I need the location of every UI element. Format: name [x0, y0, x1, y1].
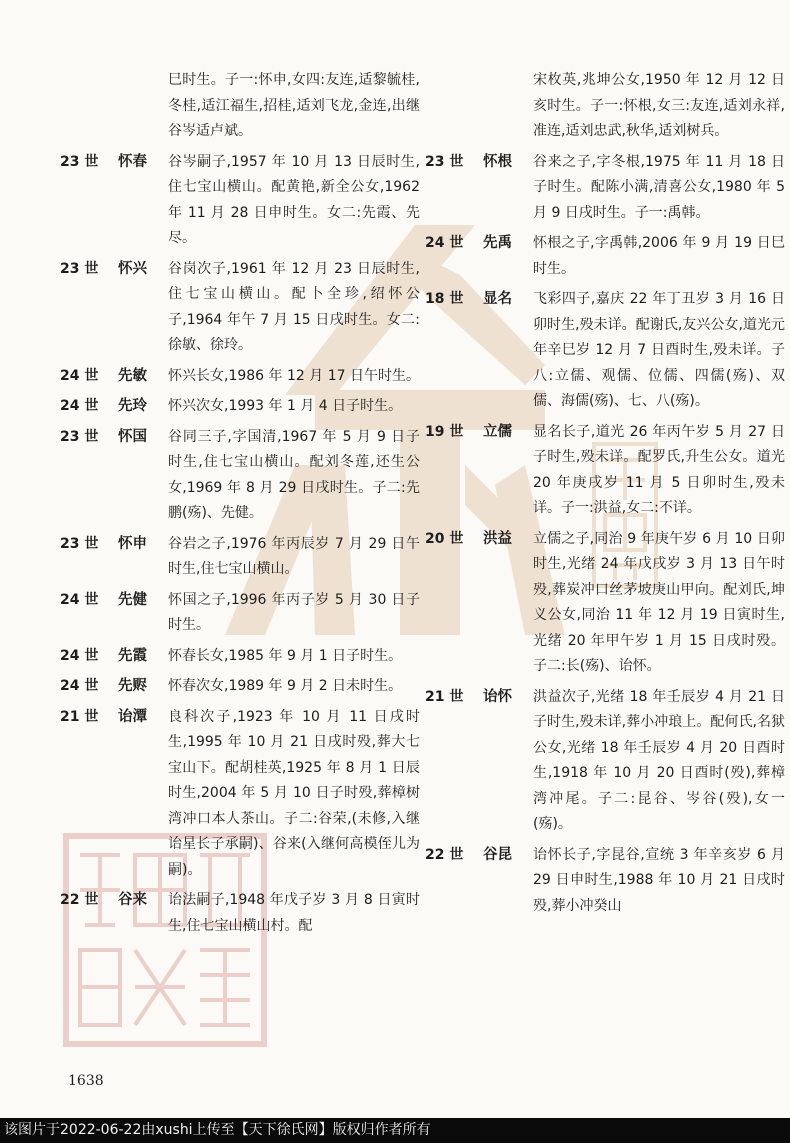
- entry-text: 立儒之子,同治 9 年庚午岁 6 月 10 日卯时生,光绪 24 年戊戌岁 3 月 13 日午时殁,葬炭冲口丝茅坡庚山甲向。配刘氏,坤义公女,同治 11 年 12 月 19 日寅时生,光绪 20 年甲午岁 1 月 15 日戌时殁。子二:长(殇)、诒怀。: [533, 530, 785, 674]
- person-name: 先禹: [483, 235, 512, 251]
- entry-text: 谷同三子,字国清,1967 年 5 月 9 日子时生,住七宝山横山。配刘冬莲,还生公女,1969 年 8 月 29 日戌时生。子二:先鹏(殇)、先健。: [168, 428, 420, 521]
- entry-text: 怀国之子,1996 年丙子岁 5 月 30 日子时生。: [168, 591, 420, 633]
- entry-text: 诒法嗣子,1948 年戊子岁 3 月 8 日寅时生,住七宝山横山村。配: [168, 892, 420, 934]
- genealogy-entry: [425, 150, 785, 227]
- person-name: 先霞: [118, 647, 147, 664]
- entry-text: 怀春长女,1985 年 9 月 1 日子时生。: [168, 647, 403, 664]
- genealogy-entry: [60, 705, 420, 884]
- generation-label: 24 世: [60, 678, 99, 694]
- entry-text: 谷岑嗣子,1957 年 10 月 13 日辰时生,住七宝山横山。配黄艳,新全公女,1962 年 11 月 28 日申时生。女二:先霞、先尽。: [168, 153, 420, 246]
- generation-label: 20 世: [425, 530, 464, 547]
- entry-text: 宋枚英,兆坤公女,1950 年 12 月 12 日亥时生。子一:怀根,女三:友连,适刘永祥,准连,适刘忠武,秋华,适刘树兵。: [533, 72, 785, 139]
- genealogy-entry: [425, 287, 785, 415]
- entry-text: 怀春次女,1989 年 9 月 2 日未时生。: [168, 678, 403, 694]
- entry-text: 良科次子,1923 年 10 月 11 日戌时生,1995 年 10 月 21 日戌时殁,葬大七宝山下。配胡桂英,1925 年 8 月 1 日辰时生,2004 年 5 月 10 日子时殁,葬樟树湾冲口本人茶山。子二:谷荣,(未修,入继诒星长子承嗣)、谷来(入继何高模侄儿为嗣)。: [168, 708, 420, 878]
- generation-label: 24 世: [60, 591, 99, 608]
- person-name: 谷来: [118, 892, 147, 908]
- generation-label: 22 世: [425, 846, 464, 863]
- upload-footer: 该图片于2022-06-22由xushi上传至【天下徐氏网】版权归作者所有: [0, 1118, 790, 1143]
- generation-label: 23 世: [60, 260, 99, 277]
- person-name: 怀春: [118, 153, 147, 170]
- entry-text: 谷岗次子,1961 年 12 月 23 日辰时生,住七宝山横山。配卜全珍,绍怀公子,1964 年午 7 月 15 日戌时生。女二:徐敏、徐玲。: [168, 260, 420, 353]
- entry-text: 显名长子,道光 26 年丙午岁 5 月 27 日子时生,殁未详。配罗氏,升生公女。道光 20 年庚戌岁 11 月 5 日卯时生,殁未详。子一:洪益,女二:不详。: [533, 423, 785, 516]
- genealogy-entry: [60, 674, 420, 700]
- generation-label: 21 世: [425, 688, 464, 705]
- person-name: 先赆: [118, 678, 147, 694]
- entry-text: 飞彩四子,嘉庆 22 年丁丑岁 3 月 16 日卯时生,殁未详。配谢氏,友兴公女,道光元年辛巳岁 12 月 7 日酉时生,殁未详。子八:立儒、观儒、位儒、四儒(殇)、双儒、海儒(殇)、七、八(殇)。: [533, 291, 785, 409]
- generation-label: 23 世: [60, 535, 99, 552]
- entry-text: 谷岩之子,1976 年丙辰岁 7 月 29 日午时生,住七宝山横山。: [168, 535, 420, 577]
- genealogy-entry: [425, 68, 785, 145]
- genealogy-entry: [60, 644, 420, 670]
- genealogy-entry: [60, 588, 420, 639]
- person-name: 怀国: [118, 428, 147, 445]
- person-name: 先健: [118, 591, 147, 608]
- genealogy-entry: [425, 420, 785, 522]
- generation-label: 18 世: [425, 291, 464, 307]
- genealogy-entry: [60, 150, 420, 252]
- person-name: 立儒: [483, 423, 512, 440]
- left-column: [60, 68, 420, 944]
- right-column: [425, 68, 785, 924]
- entry-text: 怀兴长女,1986 年 12 月 17 日午时生。: [168, 367, 420, 384]
- person-name: 怀申: [118, 535, 147, 552]
- genealogy-entry: [60, 888, 420, 939]
- person-name: 先玲: [118, 398, 147, 414]
- generation-label: 21 世: [60, 708, 99, 725]
- generation-label: 24 世: [60, 367, 99, 384]
- generation-label: 23 世: [60, 428, 99, 445]
- generation-label: 23 世: [60, 153, 99, 170]
- genealogy-entry: [60, 68, 420, 145]
- genealogy-entry: [425, 231, 785, 282]
- entry-text: 怀根之子,字禹韩,2006 年 9 月 19 日巳时生。: [533, 235, 785, 277]
- person-name: 谷昆: [483, 846, 512, 863]
- genealogy-entry: [425, 527, 785, 680]
- genealogy-entry: [60, 425, 420, 527]
- page-number: 1638: [68, 1073, 104, 1089]
- genealogy-entry: [425, 685, 785, 838]
- person-name: 怀兴: [118, 260, 147, 277]
- person-name: 诒潭: [118, 708, 147, 725]
- entry-text: 巳时生。子一:怀申,女四:友连,适黎毓桂,冬桂,适江福生,招桂,适刘飞龙,金连,出继谷岑适卢斌。: [168, 72, 420, 139]
- generation-label: 19 世: [425, 423, 464, 440]
- person-name: 先敏: [118, 367, 147, 384]
- entry-text: 洪益次子,光绪 18 年壬辰岁 4 月 21 日子时生,殁未详,葬小冲琅上。配何氏,名狱公女,光绪 18 年壬辰岁 4 月 20 日酉时生,1918 年 10 月 20 日酉时(殁),葬樟湾冲尾。子二:昆谷、岑谷(殁),女一(殇)。: [533, 688, 785, 832]
- person-name: 诒怀: [483, 688, 512, 705]
- person-name: 怀根: [483, 153, 512, 170]
- person-name: 显名: [483, 291, 512, 307]
- entry-text: 怀兴次女,1993 年 1 月 4 日子时生。: [168, 398, 403, 414]
- generation-label: 23 世: [425, 153, 464, 170]
- genealogy-entry: [60, 532, 420, 583]
- genealogy-entry: [60, 364, 420, 390]
- entry-text: 谷来之子,字冬根,1975 年 11 月 18 日子时生。配陈小满,清喜公女,1980 年 5 月 9 日戌时生。子一:禹韩。: [533, 153, 785, 221]
- generation-label: 24 世: [60, 647, 99, 664]
- genealogy-entry: [60, 257, 420, 359]
- genealogy-entry: [425, 843, 785, 920]
- entry-text: 诒怀长子,字昆谷,宣统 3 年辛亥岁 6 月 29 日申时生,1988 年 10 月 21 日戌时殁,葬小冲癸山: [533, 846, 785, 914]
- generation-label: 22 世: [60, 892, 99, 908]
- generation-label: 24 世: [60, 398, 99, 414]
- genealogy-entry: [60, 394, 420, 420]
- person-name: 洪益: [483, 530, 512, 547]
- generation-label: 24 世: [425, 235, 464, 251]
